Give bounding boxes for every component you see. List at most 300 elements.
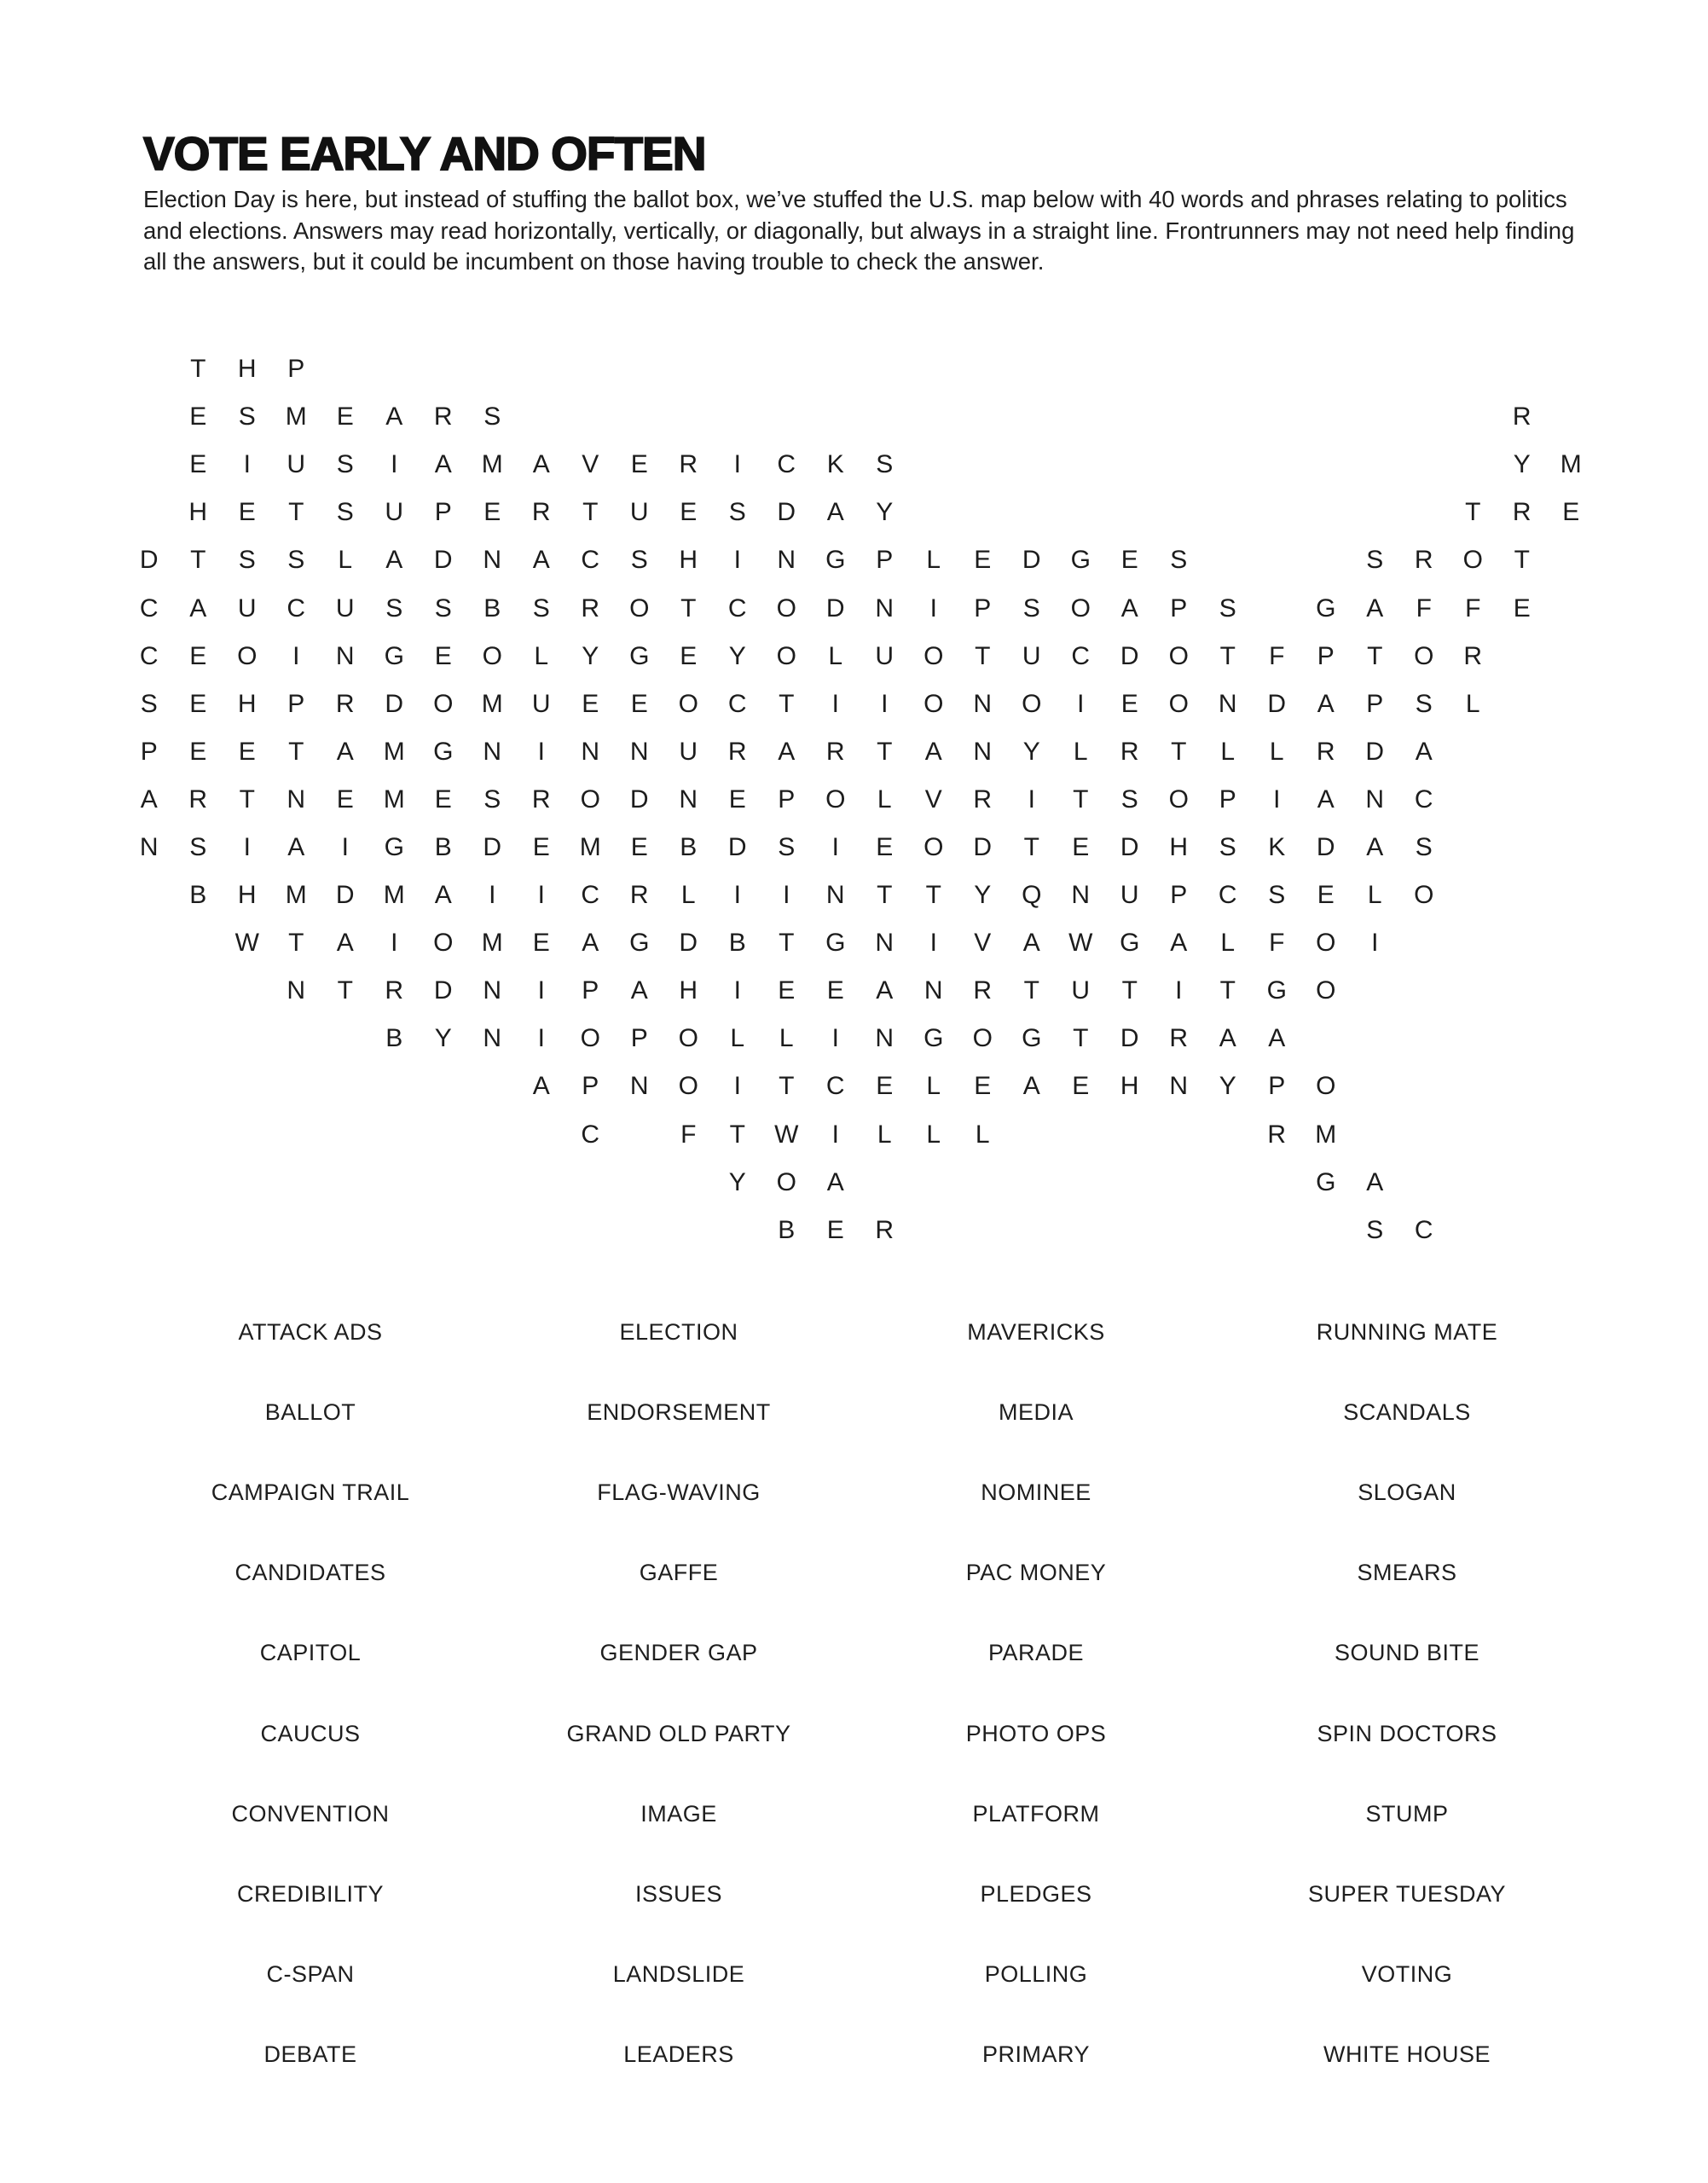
grid-letter: P <box>434 498 452 527</box>
grid-letter: S <box>1219 832 1236 861</box>
grid-row <box>124 345 1595 393</box>
word-list-item: ENDORSEMENT <box>587 1398 771 1425</box>
grid-letter: M <box>579 832 601 861</box>
grid-letter: T <box>779 689 795 718</box>
grid-letter: A <box>532 450 550 479</box>
grid-letter: C <box>581 881 600 910</box>
word-list-item: VOTING <box>1361 1961 1453 1988</box>
grid-letter: O <box>580 1024 600 1053</box>
grid-letter: G <box>629 929 650 958</box>
grid-letter: U <box>875 641 895 670</box>
grid-letter: A <box>1219 1024 1236 1053</box>
grid-letter: S <box>336 450 354 479</box>
grid-letter: I <box>243 450 251 479</box>
grid-letter: M <box>383 881 405 910</box>
grid-letter: G <box>629 641 650 670</box>
grid-letter: C <box>1218 881 1237 910</box>
grid-letter: O <box>433 929 454 958</box>
grid-letter: N <box>1365 785 1385 814</box>
grid-letter: I <box>391 450 398 479</box>
grid-letter: G <box>825 546 846 575</box>
grid-letter: O <box>972 1024 993 1053</box>
grid-letter: O <box>1316 1072 1336 1101</box>
grid-letter: M <box>1560 450 1582 479</box>
grid-letter: T <box>288 498 304 527</box>
grid-letter: G <box>384 641 404 670</box>
grid-letter: O <box>1414 641 1434 670</box>
word-list-item: SOUND BITE <box>1334 1640 1480 1666</box>
grid-letter: A <box>582 929 599 958</box>
grid-letter: I <box>831 1120 839 1149</box>
grid-letter: I <box>537 1024 545 1053</box>
grid-letter: E <box>1072 1072 1090 1101</box>
grid-letter: E <box>680 641 698 670</box>
grid-letter: U <box>385 498 404 527</box>
grid-letter: L <box>877 1120 892 1149</box>
grid-letter: I <box>341 832 349 861</box>
grid-letter: O <box>678 689 698 718</box>
grid-letter: T <box>1367 641 1383 670</box>
grid-letter: N <box>139 832 159 861</box>
grid-letter: T <box>779 1072 795 1101</box>
grid-letter: M <box>481 689 503 718</box>
grid-letter: R <box>188 785 208 814</box>
grid-letter: A <box>924 737 942 766</box>
word-list-item: CREDIBILITY <box>236 1880 385 1907</box>
grid-letter: S <box>532 594 550 622</box>
grid-letter: R <box>1267 1120 1287 1149</box>
grid-letter: O <box>1070 594 1091 622</box>
grid-letter: R <box>1414 546 1433 575</box>
grid-letter: N <box>973 737 993 766</box>
word-list-item: RUNNING MATE <box>1316 1318 1498 1345</box>
grid-letter: A <box>140 785 158 814</box>
grid-letter: L <box>1073 737 1088 766</box>
grid-letter: I <box>1273 785 1281 814</box>
grid-letter: S <box>630 546 648 575</box>
grid-letter: U <box>237 594 257 622</box>
grid-letter: G <box>923 1024 944 1053</box>
grid-letter: S <box>1219 594 1236 622</box>
grid-letter: P <box>1268 1072 1286 1101</box>
grid-letter: D <box>1120 1024 1139 1053</box>
grid-letter: A <box>1317 785 1335 814</box>
grid-letter: R <box>973 785 993 814</box>
grid-row <box>124 1207 1595 1254</box>
word-list-item: GRAND OLD PARTY <box>566 1720 791 1746</box>
grid-letter: T <box>1023 832 1039 861</box>
grid-letter: O <box>1168 785 1189 814</box>
word-list-item: LEADERS <box>623 2041 734 2068</box>
word-list-item: CAMPAIGN TRAIL <box>211 1479 410 1505</box>
grid-letter: D <box>335 881 355 910</box>
grid-letter: A <box>1415 737 1433 766</box>
puzzle-instructions: Election Day is here, but instead of stuffing the ballot box, we’ve stuffed the U.S. map below with 40 words and phrases relating to politics and elections. Answers may read horizontally, vertically, or diagonally, but always in a straight line. Frontrunners may not need help finding all the answers, but it could be incumbent on those having trouble to check the answer. <box>143 186 1575 275</box>
word-list-item: SLOGAN <box>1358 1479 1456 1505</box>
page-title: VOTE EARLY AND OFTEN <box>143 127 706 180</box>
grid-letter: L <box>1220 737 1236 766</box>
word-list-item: WHITE HOUSE <box>1323 2041 1491 2068</box>
grid-letter: S <box>238 546 256 575</box>
word-list-item: SCANDALS <box>1343 1398 1471 1425</box>
grid-letter: M <box>481 929 503 958</box>
grid-letter: D <box>1267 689 1287 718</box>
grid-letter: R <box>825 737 845 766</box>
grid-letter: U <box>1120 881 1139 910</box>
grid-letter: M <box>285 881 307 910</box>
grid-letter: L <box>926 546 941 575</box>
grid-letter: G <box>1120 929 1140 958</box>
grid-letter: E <box>189 689 207 718</box>
grid-row <box>124 871 1595 919</box>
grid-letter: E <box>1317 881 1335 910</box>
grid-row <box>124 1063 1595 1110</box>
grid-letter: L <box>680 881 696 910</box>
grid-letter: M <box>383 737 405 766</box>
grid-letter: E <box>189 737 207 766</box>
grid-letter: A <box>1022 929 1040 958</box>
word-list-item: FLAG-WAVING <box>597 1479 761 1505</box>
word-list-column <box>1143 1292 1671 2095</box>
grid-letter: N <box>581 737 600 766</box>
grid-letter: H <box>188 498 208 527</box>
grid-letter: U <box>335 594 355 622</box>
grid-letter: D <box>139 546 159 575</box>
grid-letter: S <box>483 785 501 814</box>
grid-letter: T <box>1073 1024 1089 1053</box>
grid-letter: R <box>875 1215 895 1244</box>
grid-letter: S <box>1415 689 1433 718</box>
grid-letter: U <box>287 450 306 479</box>
grid-letter: S <box>1170 546 1188 575</box>
grid-letter: S <box>1366 546 1384 575</box>
grid-letter: P <box>1170 594 1188 622</box>
grid-letter: G <box>1022 1024 1042 1053</box>
word-list-item: PRIMARY <box>981 2041 1091 2068</box>
grid-letter: S <box>287 546 305 575</box>
grid-letter: F <box>1269 929 1285 958</box>
grid-letter: S <box>1366 1215 1384 1244</box>
grid-row <box>124 919 1595 967</box>
grid-row <box>124 728 1595 776</box>
grid-letter: Y <box>434 1024 452 1053</box>
grid-letter: E <box>434 641 452 670</box>
grid-letter: A <box>385 546 403 575</box>
grid-letter: D <box>433 546 453 575</box>
grid-letter: P <box>1219 785 1236 814</box>
grid-letter: C <box>581 1120 600 1149</box>
grid-letter: F <box>1416 594 1432 622</box>
grid-letter: O <box>923 689 944 718</box>
grid-letter: S <box>140 689 158 718</box>
grid-letter: E <box>778 976 796 1005</box>
grid-letter: T <box>1219 976 1236 1005</box>
grid-letter: O <box>482 641 502 670</box>
grid-letter: S <box>1022 594 1040 622</box>
letter-grid <box>124 345 1595 1254</box>
grid-letter: O <box>433 689 454 718</box>
grid-letter: L <box>926 1072 941 1101</box>
grid-letter: K <box>1268 832 1286 861</box>
grid-letter: S <box>434 594 452 622</box>
grid-letter: Y <box>974 881 992 910</box>
grid-letter: A <box>778 737 796 766</box>
grid-letter: I <box>831 832 839 861</box>
grid-letter: A <box>189 594 207 622</box>
grid-letter: I <box>881 689 889 718</box>
grid-letter: N <box>483 1024 502 1053</box>
grid-letter: T <box>975 641 991 670</box>
grid-letter: E <box>336 402 354 431</box>
grid-letter: I <box>537 737 545 766</box>
grid-letter: N <box>287 976 306 1005</box>
grid-letter: N <box>287 785 306 814</box>
grid-letter: I <box>1028 785 1035 814</box>
grid-letter: P <box>140 737 158 766</box>
grid-letter: A <box>434 881 452 910</box>
grid-letter: R <box>531 785 551 814</box>
grid-letter: C <box>1071 641 1091 670</box>
grid-letter: P <box>1366 689 1384 718</box>
grid-letter: E <box>974 1072 992 1101</box>
word-list-item: ELECTION <box>619 1318 738 1345</box>
grid-letter: A <box>336 929 354 958</box>
grid-letter: N <box>875 1024 895 1053</box>
grid-letter: N <box>825 881 845 910</box>
grid-letter: B <box>385 1024 403 1053</box>
grid-letter: N <box>483 737 502 766</box>
grid-letter: T <box>1171 737 1187 766</box>
grid-letter: H <box>1120 1072 1139 1101</box>
word-list-item: PARADE <box>987 1640 1085 1666</box>
grid-letter: I <box>1077 689 1085 718</box>
grid-row <box>124 967 1595 1015</box>
grid-letter: A <box>1366 594 1384 622</box>
grid-row <box>124 824 1595 871</box>
grid-letter: R <box>335 689 355 718</box>
grid-letter: O <box>923 832 944 861</box>
grid-letter: T <box>729 1120 745 1149</box>
grid-letter: H <box>679 976 698 1005</box>
grid-letter: T <box>190 355 206 384</box>
grid-letter: R <box>581 594 600 622</box>
grid-letter: H <box>237 881 257 910</box>
grid-letter: E <box>336 785 354 814</box>
grid-letter: H <box>1169 832 1189 861</box>
grid-letter: A <box>1366 1167 1384 1196</box>
grid-letter: A <box>630 976 648 1005</box>
grid-letter: A <box>1317 689 1335 718</box>
grid-letter: I <box>831 1024 839 1053</box>
grid-letter: H <box>237 355 257 384</box>
grid-letter: O <box>776 641 796 670</box>
grid-letter: E <box>630 832 648 861</box>
grid-letter: T <box>877 881 893 910</box>
grid-letter: G <box>825 929 846 958</box>
grid-letter: I <box>929 929 937 958</box>
grid-letter: D <box>1316 832 1335 861</box>
grid-letter: I <box>243 832 251 861</box>
grid-letter: N <box>1071 881 1091 910</box>
grid-letter: S <box>728 498 746 527</box>
word-list-item: C-SPAN <box>266 1961 355 1988</box>
grid-letter: A <box>1268 1024 1286 1053</box>
grid-letter: L <box>534 641 549 670</box>
grid-letter: E <box>532 929 550 958</box>
grid-letter: R <box>1512 498 1531 527</box>
grid-letter: R <box>973 976 993 1005</box>
grid-letter: L <box>975 1120 990 1149</box>
grid-letter: I <box>733 450 741 479</box>
grid-letter: T <box>925 881 941 910</box>
grid-letter: L <box>1220 929 1236 958</box>
word-list-item: CANDIDATES <box>234 1560 386 1586</box>
word-list-item: SMEARS <box>1357 1560 1457 1586</box>
grid-letter: I <box>831 689 839 718</box>
grid-letter: Y <box>728 1167 746 1196</box>
grid-letter: S <box>385 594 403 622</box>
grid-letter: E <box>680 498 698 527</box>
grid-letter: O <box>1022 689 1042 718</box>
grid-letter: I <box>733 881 741 910</box>
grid-letter: I <box>733 1072 741 1101</box>
grid-letter: Y <box>1513 450 1531 479</box>
grid-row <box>124 536 1595 584</box>
grid-letter: E <box>630 689 648 718</box>
grid-letter: O <box>1462 546 1483 575</box>
grid-letter: Y <box>582 641 599 670</box>
grid-letter: Q <box>1022 881 1042 910</box>
word-list-item: GENDER GAP <box>599 1640 758 1666</box>
grid-letter: O <box>678 1072 698 1101</box>
grid-letter: N <box>483 976 502 1005</box>
grid-letter: D <box>1120 832 1139 861</box>
grid-letter: E <box>974 546 992 575</box>
grid-letter: E <box>826 1215 844 1244</box>
grid-letter: T <box>1073 785 1089 814</box>
grid-letter: M <box>1315 1120 1337 1149</box>
grid-letter: V <box>582 450 599 479</box>
grid-letter: T <box>239 785 255 814</box>
grid-letter: S <box>778 832 796 861</box>
word-list-item: GAFFE <box>639 1560 719 1586</box>
grid-letter: N <box>483 546 502 575</box>
grid-letter: T <box>337 976 353 1005</box>
grid-letter: R <box>433 402 453 431</box>
grid-letter: T <box>1023 976 1039 1005</box>
grid-letter: O <box>678 1024 698 1053</box>
word-list-item: MAVERICKS <box>967 1318 1105 1345</box>
grid-letter: O <box>923 641 944 670</box>
word-list-item: PAC MONEY <box>965 1560 1107 1586</box>
word-list-item: PHOTO OPS <box>965 1720 1107 1746</box>
grid-letter: N <box>1169 1072 1189 1101</box>
word-list-item: LANDSLIDE <box>612 1961 745 1988</box>
grid-letter: P <box>1170 881 1188 910</box>
grid-letter: C <box>777 450 796 479</box>
grid-letter: U <box>629 498 649 527</box>
grid-letter: N <box>629 737 649 766</box>
grid-letter: S <box>1415 832 1433 861</box>
word-list-item: MEDIA <box>998 1398 1074 1425</box>
grid-letter: N <box>629 1072 649 1101</box>
grid-letter: E <box>1513 594 1531 622</box>
grid-letter: G <box>1316 1167 1336 1196</box>
grid-letter: U <box>531 689 551 718</box>
grid-letter: E <box>1562 498 1580 527</box>
grid-letter: Y <box>1219 1072 1236 1101</box>
grid-letter: R <box>531 498 551 527</box>
grid-letter: T <box>288 929 304 958</box>
grid-letter: L <box>1465 689 1480 718</box>
word-list-item: PLATFORM <box>972 1800 1100 1827</box>
grid-letter: T <box>1465 498 1481 527</box>
word-list-item: BALLOT <box>264 1398 356 1425</box>
word-list-item: DEBATE <box>263 2041 357 2068</box>
grid-letter: I <box>929 594 937 622</box>
grid-letter: D <box>777 498 796 527</box>
grid-letter: O <box>1168 689 1189 718</box>
grid-letter: O <box>1414 881 1434 910</box>
grid-letter: S <box>336 498 354 527</box>
grid-letter: U <box>679 737 698 766</box>
grid-letter: B <box>434 832 452 861</box>
word-list-item: IMAGE <box>640 1800 717 1827</box>
grid-letter: N <box>1218 689 1237 718</box>
word-list-item: SUPER TUESDAY <box>1307 1880 1507 1907</box>
grid-letter: N <box>679 785 698 814</box>
grid-letter: C <box>825 1072 845 1101</box>
grid-letter: S <box>876 450 894 479</box>
grid-letter: A <box>826 1167 844 1196</box>
grid-letter: U <box>1022 641 1041 670</box>
word-list-item: CAUCUS <box>260 1720 361 1746</box>
grid-letter: R <box>385 976 404 1005</box>
grid-letter: S <box>1268 881 1286 910</box>
grid-letter: D <box>433 976 453 1005</box>
grid-letter: T <box>680 594 697 622</box>
grid-letter: O <box>825 785 846 814</box>
grid-letter: P <box>974 594 992 622</box>
grid-row <box>124 441 1595 489</box>
grid-letter: N <box>335 641 355 670</box>
grid-letter: Y <box>1022 737 1040 766</box>
grid-letter: A <box>1120 594 1138 622</box>
grid-letter: I <box>1175 976 1183 1005</box>
grid-letter: E <box>728 785 746 814</box>
grid-letter: D <box>483 832 502 861</box>
grid-letter: G <box>433 737 454 766</box>
grid-letter: R <box>1316 737 1335 766</box>
grid-letter: S <box>1120 785 1138 814</box>
word-list-item: CONVENTION <box>231 1800 390 1827</box>
word-list-item: SPIN DOCTORS <box>1317 1720 1497 1746</box>
word-list-item: NOMINEE <box>981 1479 1091 1505</box>
grid-letter: V <box>924 785 942 814</box>
grid-letter: Y <box>728 641 746 670</box>
grid-row <box>124 489 1595 536</box>
grid-letter: G <box>384 832 404 861</box>
grid-letter: P <box>287 355 305 384</box>
grid-letter: C <box>139 641 159 670</box>
grid-letter: C <box>1414 1215 1433 1244</box>
grid-letter: N <box>875 929 895 958</box>
grid-letter: E <box>238 737 256 766</box>
grid-letter: I <box>1371 929 1379 958</box>
grid-letter: A <box>385 402 403 431</box>
grid-letter: O <box>237 641 258 670</box>
grid-letter: E <box>532 832 550 861</box>
